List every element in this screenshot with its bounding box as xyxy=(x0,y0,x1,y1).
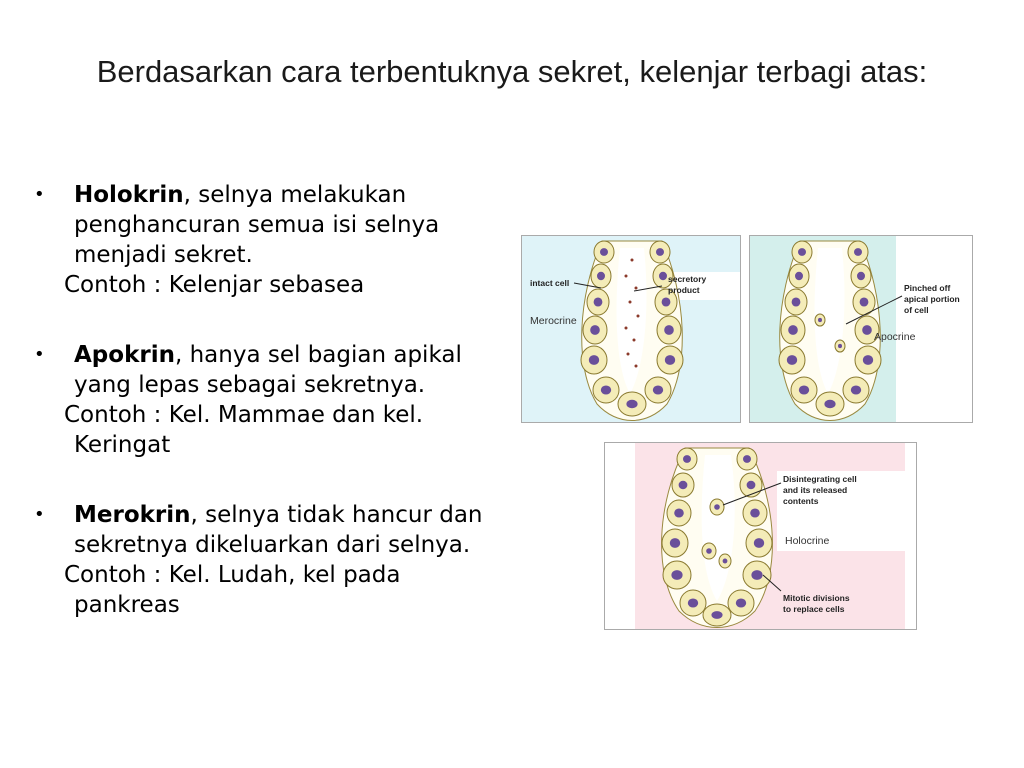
term-apokrin: Apokrin xyxy=(74,342,175,368)
cell-nucleus xyxy=(792,297,801,306)
cell-nucleus xyxy=(656,248,664,256)
label-apocrine: Apocrine xyxy=(874,331,916,343)
cell-nucleus xyxy=(862,325,872,335)
cell-nucleus xyxy=(706,548,712,554)
label-merocrine: Merocrine xyxy=(530,315,577,327)
term-holokrin: Holokrin xyxy=(74,182,184,208)
cell-nucleus xyxy=(600,248,608,256)
cell-nucleus xyxy=(589,355,599,365)
desc-holokrin: , selnya melakukan penghancuran semua isi selnya menjadi sekret. xyxy=(74,182,440,268)
cell-nucleus xyxy=(799,385,809,394)
holocrine-figure xyxy=(604,442,917,630)
label-mitotic: Mitotic divisions xyxy=(783,593,850,603)
cell-nucleus xyxy=(659,272,667,280)
cell-nucleus xyxy=(854,248,862,256)
cell-nucleus xyxy=(679,481,688,489)
apocrine-figure xyxy=(749,235,973,423)
cell-nucleus xyxy=(674,508,684,517)
label-product: product xyxy=(668,285,700,295)
cell-nucleus xyxy=(818,318,822,322)
cell-nucleus xyxy=(594,297,603,306)
merocrine-figure xyxy=(521,235,741,423)
cell-nucleus xyxy=(597,272,605,280)
cell-nucleus xyxy=(743,455,751,463)
cell-nucleus xyxy=(750,508,760,517)
cell-nucleus xyxy=(665,355,675,365)
cell-nucleus xyxy=(857,272,865,280)
cell-nucleus xyxy=(798,248,806,256)
bullet-merokrin xyxy=(30,500,500,560)
bullet-dot-icon: • xyxy=(34,504,45,525)
cell-nucleus xyxy=(787,355,797,365)
cell-nucleus xyxy=(688,598,698,607)
cell-nucleus xyxy=(671,570,682,580)
bullet-apokrin xyxy=(30,340,500,400)
cell-nucleus xyxy=(788,325,798,335)
cell-nucleus xyxy=(736,598,746,607)
cell-nucleus xyxy=(626,400,637,408)
label-holocrine: Holocrine xyxy=(785,535,830,547)
merocrine-diagram xyxy=(522,236,740,422)
cell-nucleus xyxy=(711,611,722,619)
example-holokrin: Contoh : Kelenjar sebasea xyxy=(64,272,365,298)
desc-merokrin: , selnya tidak hancur dan sekretnya dikeluarkan dari selnya. xyxy=(74,502,483,558)
slide-title: Berdasarkan cara terbentuknya sekret, kelenjar terbagi atas: xyxy=(96,54,928,89)
cell-nucleus xyxy=(653,385,663,394)
cell-nucleus xyxy=(747,481,756,489)
label-contents: contents xyxy=(783,496,819,506)
example-apokrin: Contoh : Kel. Mammae dan kel. Keringat xyxy=(64,402,424,458)
holocrine-diagram xyxy=(605,443,916,629)
cell-nucleus xyxy=(860,297,869,306)
label-of-cell: of cell xyxy=(904,305,929,315)
label-secretory: secretory xyxy=(668,274,707,284)
cell-nucleus xyxy=(683,455,691,463)
cell-nucleus xyxy=(662,297,671,306)
cell-nucleus xyxy=(723,559,728,564)
apocrine-diagram xyxy=(750,236,972,422)
label-apical-portion: apical portion xyxy=(904,294,960,304)
label-replace-cells: to replace cells xyxy=(783,604,845,614)
term-merokrin: Merokrin xyxy=(74,502,191,528)
cell-nucleus xyxy=(714,504,720,510)
example-merokrin: Contoh : Kel. Ludah, kel pada pankreas xyxy=(64,562,401,618)
label-disintegrating: Disintegrating cell xyxy=(783,474,857,484)
cell-nucleus xyxy=(601,385,611,394)
cell-nucleus xyxy=(838,344,842,348)
label-pinched-off: Pinched off xyxy=(904,283,951,293)
cell-nucleus xyxy=(754,538,764,548)
label-intact-cell: intact cell xyxy=(530,278,570,288)
cell-nucleus xyxy=(751,570,762,580)
bullet-dot-icon: • xyxy=(34,184,45,205)
cell-nucleus xyxy=(670,538,680,548)
cell-nucleus xyxy=(664,325,674,335)
cell-nucleus xyxy=(851,385,861,394)
cell-nucleus xyxy=(824,400,835,408)
label-released: and its released xyxy=(783,485,848,495)
desc-apokrin: , hanya sel bagian apikal yang lepas sebagai sekretnya. xyxy=(74,342,462,398)
cell-nucleus xyxy=(863,355,873,365)
cell-nucleus xyxy=(590,325,600,335)
bullet-list xyxy=(30,180,500,620)
bullet-dot-icon: • xyxy=(34,344,45,365)
bullet-holokrin xyxy=(30,180,500,270)
cell-nucleus xyxy=(795,272,803,280)
